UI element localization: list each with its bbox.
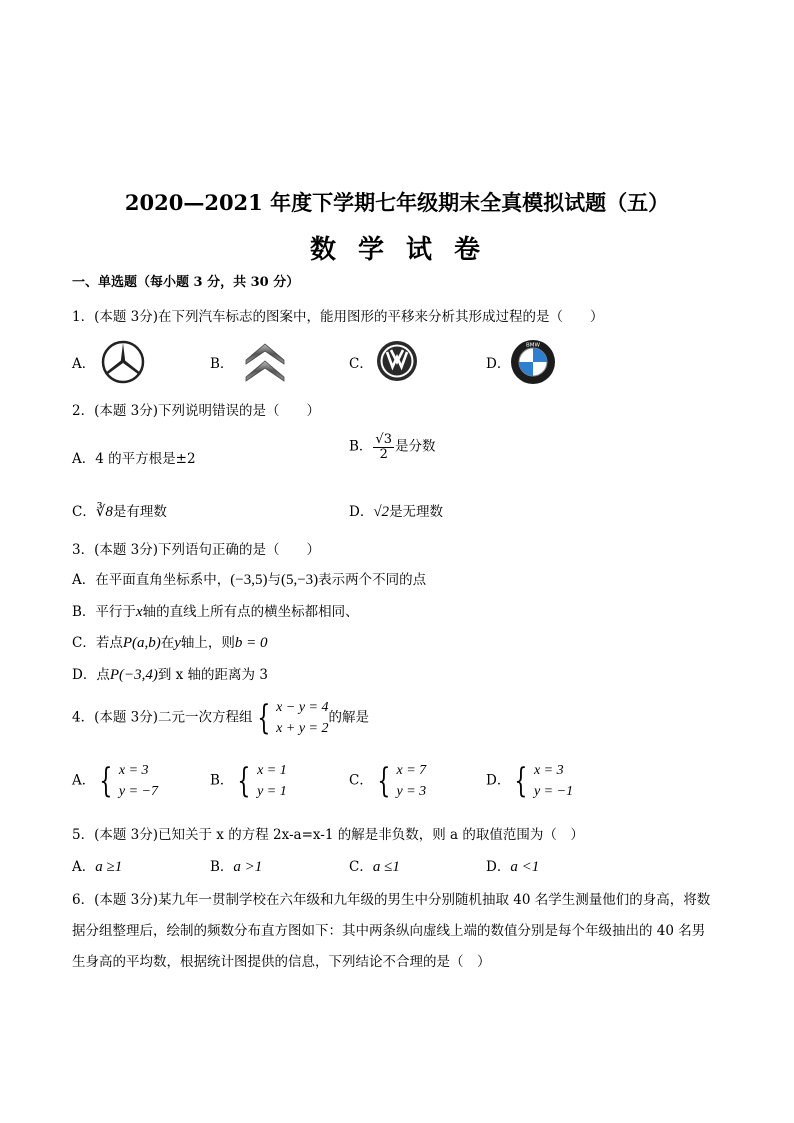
page-title: 2020—2021 年度下学期七年级期末全真模拟试题（五） bbox=[124, 190, 670, 215]
volkswagen-logo-icon bbox=[376, 340, 418, 382]
equation-row: x + y = 2 bbox=[276, 721, 329, 736]
option-label: A． bbox=[72, 772, 96, 789]
q3-text: B．平行于 bbox=[72, 604, 136, 620]
equation-row: y = −7 bbox=[118, 784, 158, 799]
q1-option-a-label: A． bbox=[72, 356, 96, 372]
math-expression: a ≤1 bbox=[372, 859, 400, 875]
equation-row: x = 1 bbox=[257, 763, 287, 778]
math-expression: b = 0 bbox=[234, 635, 268, 651]
math-expression: a <1 bbox=[510, 859, 540, 875]
q2-option-c-label: C． bbox=[72, 504, 96, 520]
q3-text: D．点 bbox=[72, 667, 110, 683]
question-6-line-3: 生身高的平均数，根据统计图提供的信息，下列结论不合理的是（ ） bbox=[72, 954, 491, 970]
math-expression: (5,−3) bbox=[280, 572, 319, 588]
option-label: D． bbox=[486, 772, 511, 789]
equation-row: x = 7 bbox=[396, 763, 427, 778]
mercedes-logo-icon bbox=[100, 339, 146, 385]
fraction-denominator: 2 bbox=[379, 446, 388, 462]
section-heading: 一、单选题（每小题 3 分，共 30 分） bbox=[72, 275, 300, 290]
q2-option-d bbox=[349, 500, 443, 521]
q3-text: 在 bbox=[160, 635, 175, 651]
q3-text: 轴上，则 bbox=[180, 635, 235, 651]
question-1-stem: 1．(本题 3分)在下列汽车标志的图案中，能用图形的平移来分析其形成过程的是（ ） bbox=[72, 309, 604, 325]
brace-icon: { bbox=[237, 761, 251, 801]
option-label: C． bbox=[349, 859, 373, 875]
q5-option-d bbox=[486, 855, 539, 876]
q5-option-c bbox=[349, 855, 400, 876]
q2-option-a: A．4 的平方根是±2 bbox=[72, 451, 196, 467]
question-3-stem: 3．(本题 3分)下列语句正确的是（ ） bbox=[72, 542, 321, 558]
equation-system bbox=[510, 760, 573, 802]
equation-system bbox=[233, 760, 286, 802]
math-expression: y bbox=[174, 635, 181, 651]
q3-text: A．在平面直角坐标系中， bbox=[72, 572, 231, 588]
q1-option-c-label: C． bbox=[349, 356, 373, 372]
brace-icon: { bbox=[99, 761, 113, 801]
question-5-stem: 5．(本题 3分)已知关于 x 的方程 2x-a=x-1 的解是非负数，则 a 的取值范围为（ ） bbox=[72, 827, 584, 843]
page-subtitle: 数学试卷 bbox=[309, 235, 502, 265]
equation-row: x − y = 4 bbox=[276, 700, 329, 715]
q4-text: 的解是 bbox=[328, 709, 369, 726]
math-expression: a ≥1 bbox=[95, 859, 123, 875]
question-6-line-2: 据分组整理后，绘制的频数分布直方图如下：其中两条纵向虚线上端的数值分别是每个年级抽出的 40 名男 bbox=[72, 923, 706, 939]
q3-option-b bbox=[72, 600, 359, 621]
question-2-stem: 2．(本题 3分)下列说明错误的是（ ） bbox=[72, 403, 321, 419]
q3-option-d bbox=[72, 663, 268, 684]
q2-option-d-text: 是无理数 bbox=[389, 504, 444, 520]
q3-text: 与 bbox=[267, 572, 281, 588]
equation-row: y = 1 bbox=[257, 784, 287, 799]
q2-option-c bbox=[72, 500, 167, 521]
q3-text: 到 x 轴的距离为 3 bbox=[157, 667, 268, 683]
math-expression: P(a,b) bbox=[122, 635, 161, 651]
q2-option-b bbox=[349, 433, 435, 461]
q3-option-c bbox=[72, 631, 268, 652]
q2-option-d-label: D． bbox=[349, 504, 374, 520]
option-label: A． bbox=[72, 859, 96, 875]
q4-option-b bbox=[210, 760, 287, 802]
q1-option-b-label: B． bbox=[210, 356, 234, 372]
q2-option-b-label: B． bbox=[349, 438, 373, 455]
math-expression: ∛8 bbox=[95, 504, 113, 520]
q2-option-b-text: 是分数 bbox=[394, 438, 436, 455]
brace-icon: { bbox=[377, 761, 391, 801]
q5-option-a bbox=[72, 855, 122, 876]
citroen-logo-icon bbox=[243, 339, 287, 385]
option-label: B． bbox=[210, 772, 234, 789]
equation-row: x = 3 bbox=[118, 763, 149, 778]
q3-text: C．若点 bbox=[72, 635, 123, 651]
math-expression: √2 bbox=[373, 504, 390, 520]
fraction-numerator: √3 bbox=[375, 432, 392, 447]
equation-system bbox=[373, 760, 426, 802]
equation-row: y = −1 bbox=[533, 784, 574, 799]
q2-option-c-text: 是有理数 bbox=[112, 504, 167, 520]
q4-option-a bbox=[72, 760, 158, 802]
brace-icon: { bbox=[256, 698, 270, 738]
q4-option-c bbox=[349, 760, 426, 802]
equation-system bbox=[253, 697, 329, 739]
math-expression: x bbox=[135, 604, 143, 620]
equation-row: x = 3 bbox=[533, 763, 564, 778]
question-4-stem bbox=[72, 697, 369, 739]
fraction bbox=[373, 433, 394, 461]
equation-row: y = 3 bbox=[396, 784, 427, 799]
math-expression: P(−3,4) bbox=[109, 667, 158, 683]
option-label: B． bbox=[210, 859, 234, 875]
q4-text: 4．(本题 3分)二元一次方程组 bbox=[72, 709, 253, 726]
option-label: C． bbox=[349, 772, 373, 789]
brace-icon: { bbox=[514, 761, 528, 801]
option-label: D． bbox=[486, 859, 511, 875]
q5-option-b bbox=[210, 855, 262, 876]
math-expression: (−3,5) bbox=[230, 572, 268, 588]
math-expression: a >1 bbox=[233, 859, 263, 875]
q3-option-a bbox=[72, 568, 426, 589]
q1-option-d-label: D． bbox=[486, 356, 511, 372]
bmw-letters: BMW bbox=[526, 342, 540, 349]
q3-text: 表示两个不同的点 bbox=[318, 572, 427, 588]
equation-system bbox=[95, 760, 158, 802]
q3-text: 轴的直线上所有点的横坐标都相同、 bbox=[142, 604, 359, 620]
question-6-line-1: 6．(本题 3分)某九年一贯制学校在六年级和九年级的男生中分别随机抽取 40 名学生测量他们的身高，将数 bbox=[72, 892, 711, 908]
q4-option-d bbox=[486, 760, 573, 802]
bmw-logo-icon bbox=[510, 339, 556, 385]
